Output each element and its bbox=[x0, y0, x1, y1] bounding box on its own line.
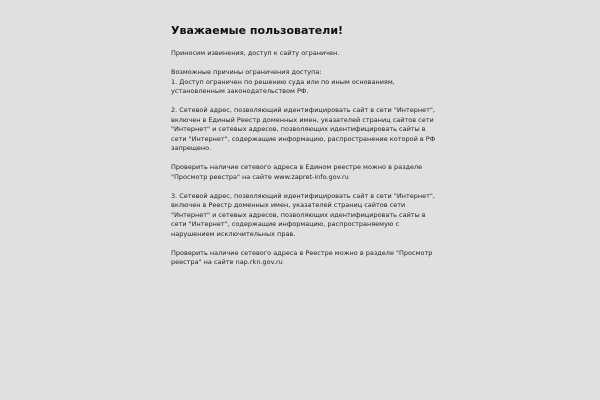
registry-check-text-2: Проверить наличие сетевого адреса в Реестре можно в разделе "Просмотр реестра" на сайте nap.rkn.gov.ru bbox=[171, 248, 433, 266]
blocked-site-notice bbox=[171, 24, 441, 277]
page-title: Уважаемые пользователи! bbox=[171, 24, 344, 37]
reasons-paragraph-1: Возможные причины ограничения доступа: 1. Доступ ограничен по решению суда или по иным основаниям, установленным законодательством РФ. bbox=[171, 68, 395, 95]
apology-text: Приносим извинения, доступ к сайту ограничен. bbox=[171, 49, 340, 57]
reasons-paragraph-2: 2. Сетевой адрес, позволяющий идентифицировать сайт в сети "Интернет", включен в Единый Реестр доменных имен, указателей страниц сайтов сети "Интернет" и сетевых адресов, позволяющих идентифицировать сайты в сети "Интернет", содержащие информацию, распространение которой в РФ запрещено. bbox=[171, 106, 436, 152]
registry-check-text-1: Проверить наличие сетевого адреса в Едином реестре можно в разделе "Просмотр реестра" на сайте www.zapret-info.gov.ru bbox=[171, 163, 423, 181]
reasons-paragraph-3: 3. Сетевой адрес, позволяющий идентифицировать сайт в сети "Интернет", включен в Реестр доменных имен, указателей страниц сайтов сети "Интернет" и сетевых адресов, позволяющих идентифицировать сайты в сети "Интернет", содержащие информацию, распространяемую с нарушением исключительных прав. bbox=[171, 191, 435, 238]
